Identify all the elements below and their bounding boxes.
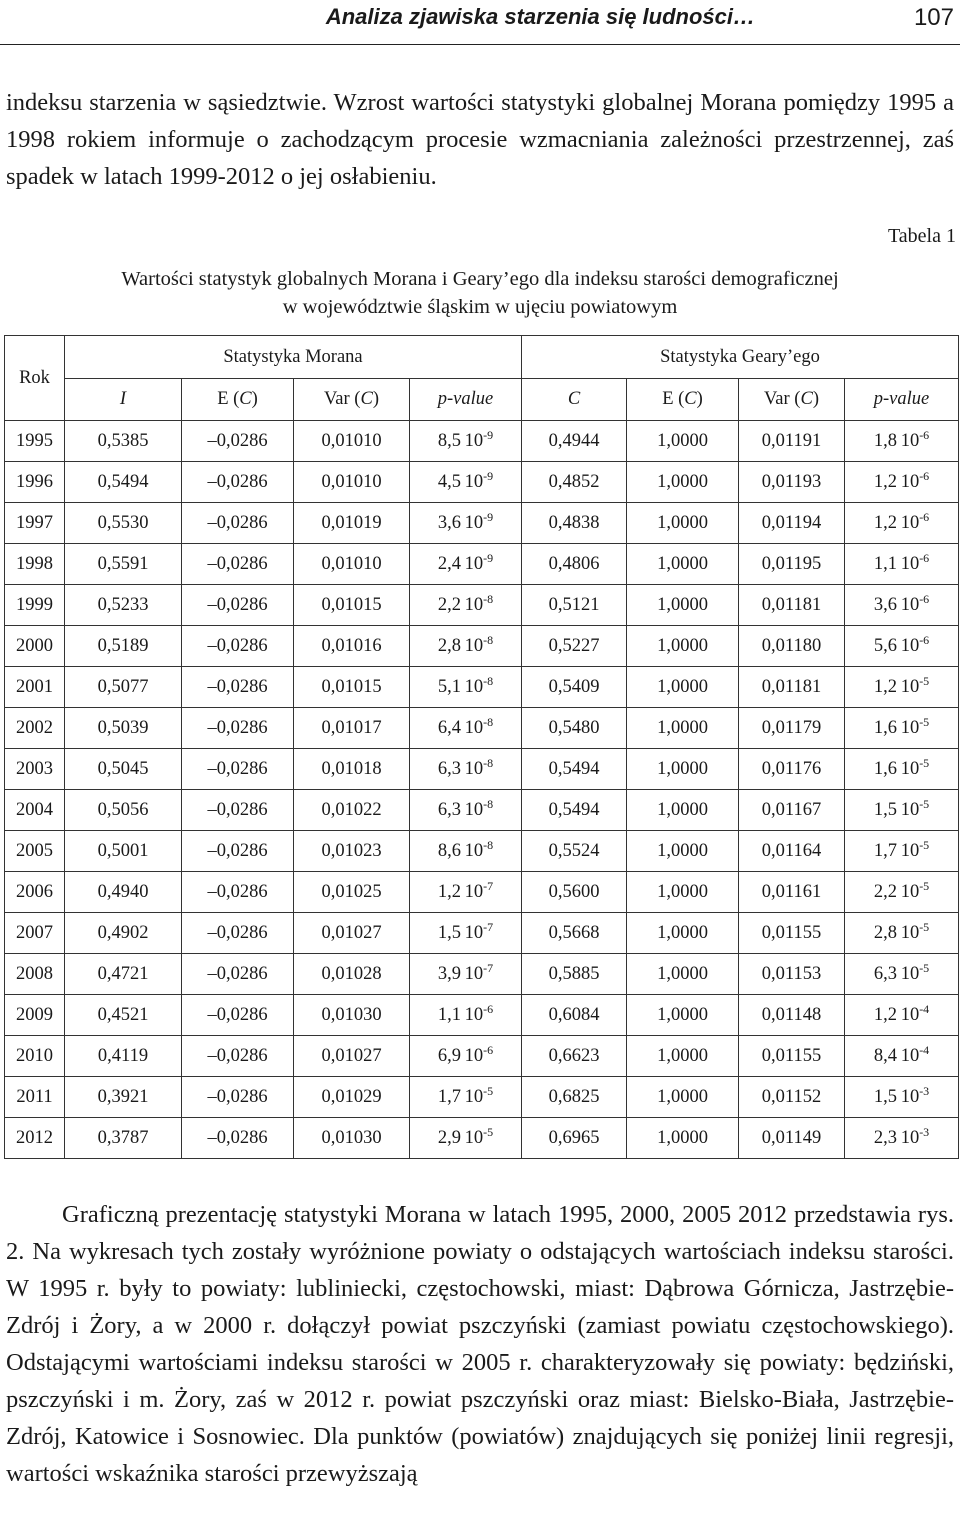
cell-vari: 0,01027 xyxy=(294,913,410,954)
cell-i: 0,5233 xyxy=(65,585,182,626)
cell-ec: 1,0000 xyxy=(627,421,739,462)
cell-rok: 1999 xyxy=(5,585,65,626)
table-row xyxy=(5,749,959,790)
cell-ei: –0,0286 xyxy=(182,708,294,749)
cell-vari: 0,01022 xyxy=(294,790,410,831)
cell-moran-pvalue: 6,3 $10^{-8}$ xyxy=(410,790,522,831)
cell-i: 0,5189 xyxy=(65,626,182,667)
cell-ec: 1,0000 xyxy=(627,872,739,913)
cell-geary-pvalue: 1,8 $10^{-6}$ xyxy=(845,421,959,462)
cell-moran-pvalue: 1,2 $10^{-7}$ xyxy=(410,872,522,913)
cell-geary-pvalue: 5,6 $10^{-6}$ xyxy=(845,626,959,667)
table-row xyxy=(5,708,959,749)
table-row xyxy=(5,544,959,585)
cell-c: 0,5668 xyxy=(522,913,627,954)
table-row xyxy=(5,462,959,503)
cell-rok: 2009 xyxy=(5,995,65,1036)
cell-vari: 0,01015 xyxy=(294,667,410,708)
cell-vari: 0,01028 xyxy=(294,954,410,995)
cell-moran-pvalue: 2,8 $10^{-8}$ xyxy=(410,626,522,667)
table-row xyxy=(5,995,959,1036)
cell-rok: 2002 xyxy=(5,708,65,749)
header-moran-variance: Var (C) xyxy=(294,379,410,421)
cell-ei: –0,0286 xyxy=(182,544,294,585)
cell-c: 0,5227 xyxy=(522,626,627,667)
cell-i: 0,5001 xyxy=(65,831,182,872)
cell-c: 0,5480 xyxy=(522,708,627,749)
cell-i: 0,5039 xyxy=(65,708,182,749)
cell-geary-pvalue: 2,2 $10^{-5}$ xyxy=(845,872,959,913)
page-number: 107 xyxy=(913,4,954,31)
cell-rok: 2008 xyxy=(5,954,65,995)
cell-ec: 1,0000 xyxy=(627,462,739,503)
cell-moran-pvalue: 1,7 $10^{-5}$ xyxy=(410,1077,522,1118)
cell-i: 0,5056 xyxy=(65,790,182,831)
cell-ec: 1,0000 xyxy=(627,503,739,544)
page-header xyxy=(0,0,960,45)
cell-ec: 1,0000 xyxy=(627,913,739,954)
header-geary-pvalue: p-value xyxy=(845,379,959,421)
cell-c: 0,5494 xyxy=(522,749,627,790)
table-row xyxy=(5,585,959,626)
cell-vari: 0,01030 xyxy=(294,995,410,1036)
cell-i: 0,5077 xyxy=(65,667,182,708)
cell-varc: 0,01167 xyxy=(739,790,845,831)
cell-i: 0,5385 xyxy=(65,421,182,462)
cell-varc: 0,01191 xyxy=(739,421,845,462)
cell-i: 0,4721 xyxy=(65,954,182,995)
cell-geary-pvalue: 1,6 $10^{-5}$ xyxy=(845,749,959,790)
moran-geary-table xyxy=(4,335,959,1159)
cell-geary-pvalue: 1,1 $10^{-6}$ xyxy=(845,544,959,585)
cell-ei: –0,0286 xyxy=(182,1036,294,1077)
cell-moran-pvalue: 3,9 $10^{-7}$ xyxy=(410,954,522,995)
table-label: Tabela 1 xyxy=(887,225,956,247)
cell-moran-pvalue: 1,5 $10^{-7}$ xyxy=(410,913,522,954)
cell-moran-pvalue: 2,9 $10^{-5}$ xyxy=(410,1118,522,1159)
header-moran-expectation: E (C) xyxy=(182,379,294,421)
header-geary-c: C xyxy=(522,379,627,421)
cell-ei: –0,0286 xyxy=(182,626,294,667)
caption-line-2: w województwie śląskim w ujęciu powiatowym xyxy=(282,296,678,318)
cell-varc: 0,01149 xyxy=(739,1118,845,1159)
table-row xyxy=(5,1077,959,1118)
cell-c: 0,4852 xyxy=(522,462,627,503)
cell-moran-pvalue: 6,3 $10^{-8}$ xyxy=(410,749,522,790)
table-row xyxy=(5,872,959,913)
cell-varc: 0,01155 xyxy=(739,1036,845,1077)
table-row xyxy=(5,913,959,954)
cell-geary-pvalue: 2,8 $10^{-5}$ xyxy=(845,913,959,954)
cell-geary-pvalue: 1,7 $10^{-5}$ xyxy=(845,831,959,872)
cell-vari: 0,01027 xyxy=(294,1036,410,1077)
cell-ec: 1,0000 xyxy=(627,1118,739,1159)
cell-vari: 0,01010 xyxy=(294,544,410,585)
cell-geary-pvalue: 2,3 $10^{-3}$ xyxy=(845,1118,959,1159)
cell-geary-pvalue: 1,5 $10^{-5}$ xyxy=(845,790,959,831)
cell-i: 0,4940 xyxy=(65,872,182,913)
cell-varc: 0,01155 xyxy=(739,913,845,954)
cell-geary-pvalue: 1,2 $10^{-6}$ xyxy=(845,462,959,503)
cell-geary-pvalue: 1,6 $10^{-5}$ xyxy=(845,708,959,749)
cell-ec: 1,0000 xyxy=(627,790,739,831)
cell-vari: 0,01025 xyxy=(294,872,410,913)
cell-c: 0,6965 xyxy=(522,1118,627,1159)
cell-vari: 0,01030 xyxy=(294,1118,410,1159)
cell-geary-pvalue: 1,2 $10^{-6}$ xyxy=(845,503,959,544)
cell-ei: –0,0286 xyxy=(182,954,294,995)
cell-ei: –0,0286 xyxy=(182,995,294,1036)
cell-c: 0,4806 xyxy=(522,544,627,585)
cell-ei: –0,0286 xyxy=(182,913,294,954)
cell-vari: 0,01023 xyxy=(294,831,410,872)
cell-geary-pvalue: 6,3 $10^{-5}$ xyxy=(845,954,959,995)
cell-ei: –0,0286 xyxy=(182,667,294,708)
header-geary-expectation: E (C) xyxy=(627,379,739,421)
cell-i: 0,5530 xyxy=(65,503,182,544)
cell-vari: 0,01016 xyxy=(294,626,410,667)
cell-moran-pvalue: 2,2 $10^{-8}$ xyxy=(410,585,522,626)
cell-moran-pvalue: 4,5 $10^{-9}$ xyxy=(410,462,522,503)
cell-varc: 0,01194 xyxy=(739,503,845,544)
cell-i: 0,4119 xyxy=(65,1036,182,1077)
cell-moran-pvalue: 8,6 $10^{-8}$ xyxy=(410,831,522,872)
cell-varc: 0,01181 xyxy=(739,667,845,708)
cell-ec: 1,0000 xyxy=(627,831,739,872)
cell-geary-pvalue: 8,4 $10^{-4}$ xyxy=(845,1036,959,1077)
cell-rok: 2006 xyxy=(5,872,65,913)
cell-rok: 2007 xyxy=(5,913,65,954)
cell-varc: 0,01193 xyxy=(739,462,845,503)
table-caption xyxy=(0,265,960,321)
cell-rok: 1995 xyxy=(5,421,65,462)
cell-vari: 0,01017 xyxy=(294,708,410,749)
cell-vari: 0,01010 xyxy=(294,421,410,462)
table-row xyxy=(5,1036,959,1077)
intro-paragraph: indeksu starzenia w sąsiedztwie. Wzrost wartości statystyki globalnej Morana pomiędzy 1995 a 1998 rokiem informuje o zachodzącym procesie wzmacniania zależności przestrzennej, zaś spadek w latach 1999-2012 o jej osłabieniu. xyxy=(6,89,954,190)
cell-moran-pvalue: 6,4 $10^{-8}$ xyxy=(410,708,522,749)
cell-ec: 1,0000 xyxy=(627,1036,739,1077)
cell-c: 0,5524 xyxy=(522,831,627,872)
running-title: Analiza zjawiska starzenia się ludności… xyxy=(325,4,755,29)
header-moran-pvalue: p-value xyxy=(410,379,522,421)
cell-rok: 1996 xyxy=(5,462,65,503)
cell-c: 0,5885 xyxy=(522,954,627,995)
cell-i: 0,5494 xyxy=(65,462,182,503)
cell-vari: 0,01019 xyxy=(294,503,410,544)
table-row xyxy=(5,626,959,667)
cell-rok: 2001 xyxy=(5,667,65,708)
cell-ei: –0,0286 xyxy=(182,790,294,831)
cell-rok: 1998 xyxy=(5,544,65,585)
cell-c: 0,5494 xyxy=(522,790,627,831)
cell-c: 0,6084 xyxy=(522,995,627,1036)
cell-rok: 2003 xyxy=(5,749,65,790)
cell-ei: –0,0286 xyxy=(182,831,294,872)
table-body xyxy=(5,421,959,1159)
cell-moran-pvalue: 6,9 $10^{-6}$ xyxy=(410,1036,522,1077)
cell-ei: –0,0286 xyxy=(182,749,294,790)
cell-ec: 1,0000 xyxy=(627,544,739,585)
cell-rok: 1997 xyxy=(5,503,65,544)
header-geary-group: Statystyka Geary’ego xyxy=(522,336,959,379)
cell-moran-pvalue: 8,5 $10^{-9}$ xyxy=(410,421,522,462)
closing-paragraph: Graficzną prezentację statystyki Morana w latach 1995, 2000, 2005 2012 przedstawia rys. 2. Na wykresach tych zostały wyróżnione powiaty o odstających wartościach indeksu starości. W 1995 r. były to powiaty: lubliniecki, częstochowski, miast: Dąbrowa Górnicza, Jastrzębie-Zdrój i Żory, a w 2000 r. dołączył powiat pszczyński (zamiast powiatu częstochowskiego). Odstającymi wartościami indeksu starości w 2005 r. charakteryzowały się powiaty: będziński, pszczyński i m. Żory, zaś w 2012 r. powiat pszczyński oraz miast: Bielsko-Biała, Jastrzębie-Zdrój, Katowice i Sosnowiec. Dla punktów (powiatów) znajdujących się poniżej linii regresji, wartości wskaźnika starości przewyższają xyxy=(6,1201,954,1487)
cell-ei: –0,0286 xyxy=(182,585,294,626)
cell-c: 0,4944 xyxy=(522,421,627,462)
cell-moran-pvalue: 1,1 $10^{-6}$ xyxy=(410,995,522,1036)
cell-varc: 0,01176 xyxy=(739,749,845,790)
cell-vari: 0,01015 xyxy=(294,585,410,626)
cell-varc: 0,01153 xyxy=(739,954,845,995)
cell-moran-pvalue: 2,4 $10^{-9}$ xyxy=(410,544,522,585)
cell-ec: 1,0000 xyxy=(627,626,739,667)
cell-c: 0,4838 xyxy=(522,503,627,544)
cell-ec: 1,0000 xyxy=(627,995,739,1036)
table-row xyxy=(5,831,959,872)
cell-ec: 1,0000 xyxy=(627,954,739,995)
cell-c: 0,6623 xyxy=(522,1036,627,1077)
cell-varc: 0,01152 xyxy=(739,1077,845,1118)
cell-varc: 0,01148 xyxy=(739,995,845,1036)
cell-moran-pvalue: 3,6 $10^{-9}$ xyxy=(410,503,522,544)
header-moran-group: Statystyka Morana xyxy=(65,336,522,379)
cell-i: 0,3787 xyxy=(65,1118,182,1159)
cell-c: 0,5121 xyxy=(522,585,627,626)
cell-geary-pvalue: 1,5 $10^{-3}$ xyxy=(845,1077,959,1118)
cell-ec: 1,0000 xyxy=(627,749,739,790)
cell-geary-pvalue: 1,2 $10^{-5}$ xyxy=(845,667,959,708)
cell-moran-pvalue: 5,1 $10^{-8}$ xyxy=(410,667,522,708)
cell-c: 0,5409 xyxy=(522,667,627,708)
cell-ec: 1,0000 xyxy=(627,1077,739,1118)
cell-i: 0,3921 xyxy=(65,1077,182,1118)
cell-ec: 1,0000 xyxy=(627,708,739,749)
cell-c: 0,5600 xyxy=(522,872,627,913)
cell-ei: –0,0286 xyxy=(182,1118,294,1159)
cell-rok: 2005 xyxy=(5,831,65,872)
cell-varc: 0,01179 xyxy=(739,708,845,749)
cell-c: 0,6825 xyxy=(522,1077,627,1118)
cell-ei: –0,0286 xyxy=(182,503,294,544)
cell-varc: 0,01195 xyxy=(739,544,845,585)
cell-varc: 0,01180 xyxy=(739,626,845,667)
cell-vari: 0,01029 xyxy=(294,1077,410,1118)
cell-rok: 2012 xyxy=(5,1118,65,1159)
table-row xyxy=(5,790,959,831)
cell-i: 0,5591 xyxy=(65,544,182,585)
cell-ei: –0,0286 xyxy=(182,872,294,913)
cell-varc: 0,01164 xyxy=(739,831,845,872)
table-row xyxy=(5,503,959,544)
cell-ec: 1,0000 xyxy=(627,667,739,708)
cell-i: 0,4521 xyxy=(65,995,182,1036)
cell-i: 0,5045 xyxy=(65,749,182,790)
table-row xyxy=(5,667,959,708)
cell-varc: 0,01181 xyxy=(739,585,845,626)
caption-line-1: Wartości statystyk globalnych Morana i Geary’ego dla indeksu starości demograficznej xyxy=(121,268,839,290)
cell-ec: 1,0000 xyxy=(627,585,739,626)
cell-ei: –0,0286 xyxy=(182,462,294,503)
cell-rok: 2004 xyxy=(5,790,65,831)
cell-rok: 2010 xyxy=(5,1036,65,1077)
header-rok: Rok xyxy=(5,336,65,421)
cell-geary-pvalue: 3,6 $10^{-6}$ xyxy=(845,585,959,626)
table-row xyxy=(5,954,959,995)
cell-vari: 0,01018 xyxy=(294,749,410,790)
cell-rok: 2011 xyxy=(5,1077,65,1118)
cell-geary-pvalue: 1,2 $10^{-4}$ xyxy=(845,995,959,1036)
cell-ei: –0,0286 xyxy=(182,1077,294,1118)
cell-varc: 0,01161 xyxy=(739,872,845,913)
header-geary-variance: Var (C) xyxy=(739,379,845,421)
table-row xyxy=(5,421,959,462)
header-moran-i: I xyxy=(65,379,182,421)
cell-ei: –0,0286 xyxy=(182,421,294,462)
cell-rok: 2000 xyxy=(5,626,65,667)
cell-vari: 0,01010 xyxy=(294,462,410,503)
cell-i: 0,4902 xyxy=(65,913,182,954)
table-row xyxy=(5,1118,959,1159)
